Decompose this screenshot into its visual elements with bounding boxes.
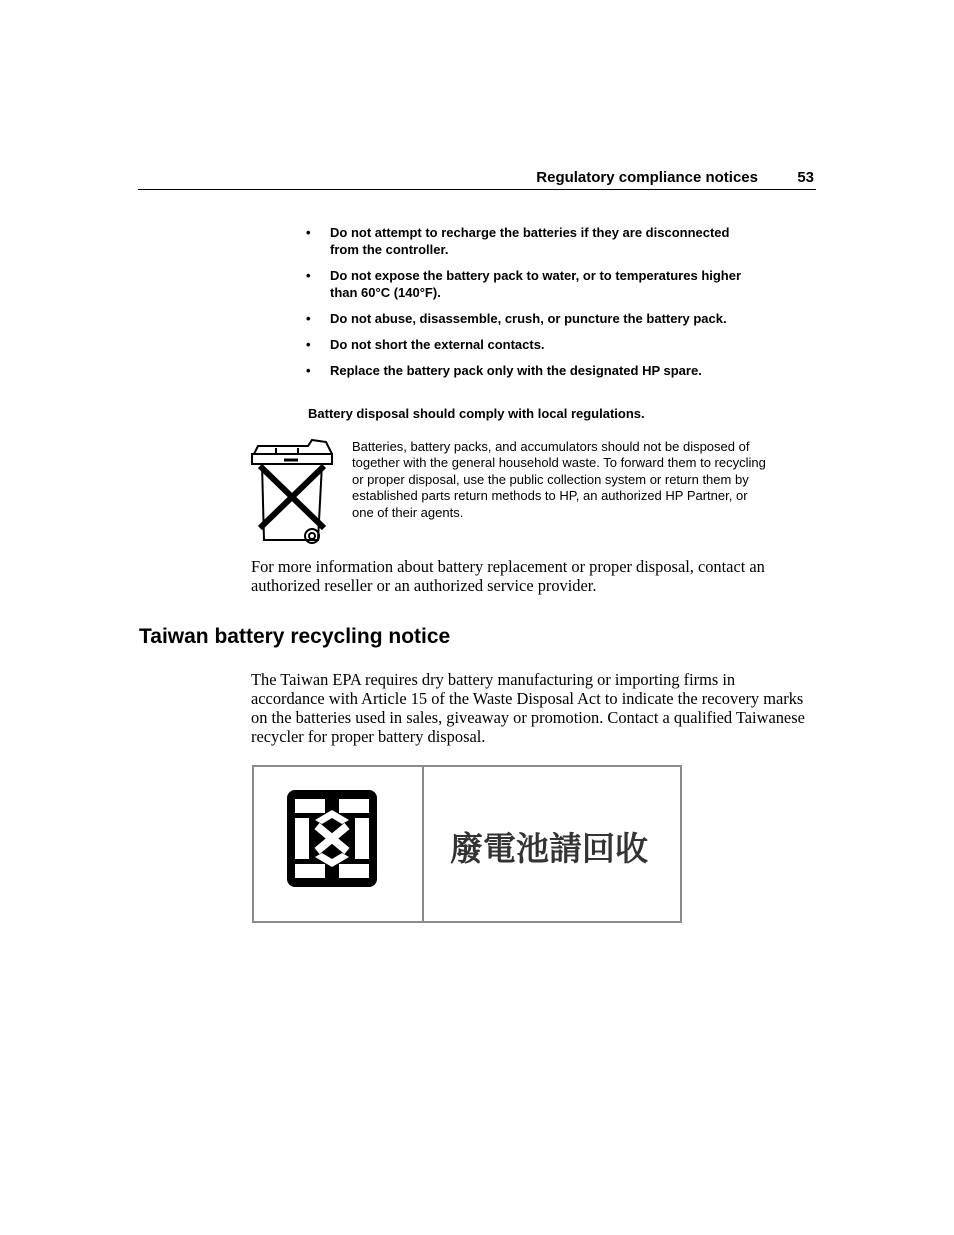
warning-text: Do not attempt to recharge the batteries if they are disconnected from the controller.	[330, 225, 730, 257]
section-heading: Taiwan battery recycling notice	[139, 625, 451, 648]
bin-disposal-notice: Batteries, battery packs, and accumulators should not be disposed of together with the general household waste. To forward them to recycling or proper disposal, use the public collection system or return them by established parts return methods to HP, an authorized HP Partner, or one of their agents.	[352, 439, 766, 520]
bullet: •	[306, 311, 311, 326]
taiwan-recycling-mark-icon	[287, 790, 377, 887]
crossed-out-wheelie-bin-icon	[248, 436, 336, 546]
taiwan-recovery-mark	[252, 765, 682, 923]
warning-text: Do not abuse, disassemble, crush, or puncture the battery pack.	[330, 311, 727, 326]
more-info-paragraph: For more information about battery replacement or proper disposal, contact an authorized reseller or an authorized service provider.	[251, 557, 765, 595]
taiwan-notice-paragraph: The Taiwan EPA requires dry battery manufacturing or importing firms in accordance with Article 15 of the Waste Disposal Act to indicate the recovery marks on the batteries used in sales, giveaway or promotion. Contact a qualified Taiwanese recycler for proper battery disposal.	[251, 670, 805, 746]
list-item	[306, 310, 746, 327]
table-divider	[422, 767, 424, 921]
warning-text: Replace the battery pack only with the designated HP spare.	[330, 363, 702, 378]
battery-warning-list	[306, 224, 746, 388]
disposal-note: Battery disposal should comply with local regulations.	[308, 406, 645, 421]
bullet: •	[306, 268, 311, 283]
list-item	[306, 267, 746, 301]
recovery-mark-text: 廢電池請回收	[450, 829, 648, 868]
header-title: Regulatory compliance notices	[536, 169, 758, 186]
page-number: 53	[797, 169, 814, 186]
list-item	[306, 224, 746, 258]
list-item	[306, 362, 746, 379]
list-item	[306, 336, 746, 353]
page-header	[138, 168, 816, 190]
bullet: •	[306, 337, 311, 352]
warning-text: Do not expose the battery pack to water, or to temperatures higher than 60°C (140°F).	[330, 268, 742, 300]
warning-text: Do not short the external contacts.	[330, 337, 545, 352]
bullet: •	[306, 363, 311, 378]
bullet: •	[306, 225, 311, 240]
